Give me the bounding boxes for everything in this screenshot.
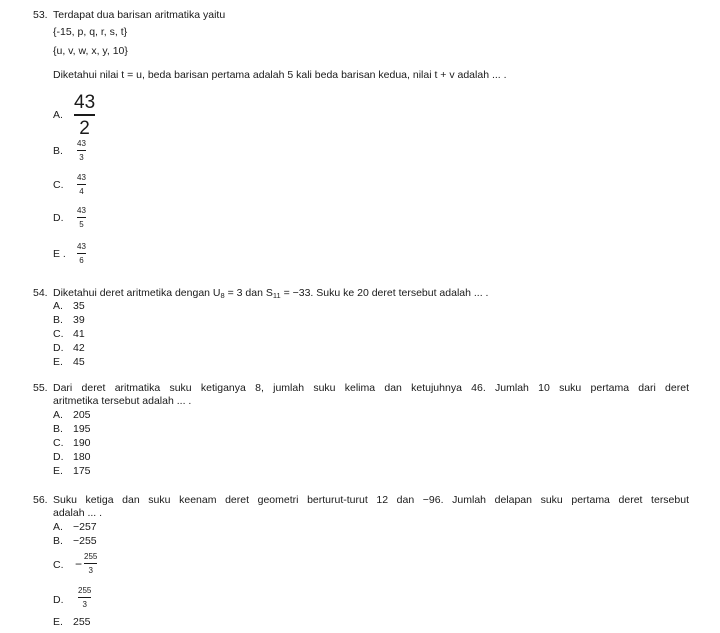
question-stem [53, 287, 488, 300]
option-label: D. [53, 451, 64, 463]
denominator: 6 [79, 256, 84, 265]
option-fraction [74, 93, 95, 138]
question-number: 56. [33, 494, 48, 506]
numerator: 43 [77, 206, 86, 215]
option-value: 42 [73, 342, 85, 354]
question-stem-continued: adalah ... . [53, 507, 103, 519]
option-value: 255 [73, 616, 91, 628]
option-label: E . [53, 248, 66, 260]
numerator: 43 [77, 173, 86, 182]
fraction-bar [74, 114, 95, 116]
option-value: 175 [73, 465, 91, 477]
subscript: 11 [272, 291, 281, 300]
fraction-bar [77, 184, 86, 185]
option-label: E. [53, 616, 63, 628]
numerator: 255 [78, 586, 92, 595]
option-label: B. [53, 145, 63, 157]
question-stem: Suku ketiga dan suku keenam deret geometri berturut-turut 12 dan −96. Jumlah delapan suku pertama deret tersebut [53, 494, 689, 506]
question-number: 55. [33, 382, 48, 394]
question-stem: Terdapat dua barisan aritmatika yaitu [53, 9, 226, 21]
denominator: 4 [79, 187, 84, 196]
option-label: C. [53, 328, 64, 340]
numerator: 43 [74, 92, 96, 113]
option-value: −255 [73, 535, 97, 547]
option-label: A. [53, 109, 63, 121]
option-label: D. [53, 342, 64, 354]
question-stem: Dari deret aritmatika suku ketiganya 8, jumlah suku kelima dan ketujuhnya 46. Jumlah 10 suku pertama dari deret [53, 382, 689, 394]
option-label: D. [53, 594, 64, 606]
numerator: 43 [77, 242, 86, 251]
option-fraction [77, 207, 86, 229]
option-value: 35 [73, 300, 85, 312]
question-text: Diketahui nilai t = u, beda barisan pertama adalah 5 kali beda barisan kedua, nilai t + v adalah ... . [53, 69, 507, 81]
stem-part: = −33. Suku ke 20 deret tersebut adalah ... . [280, 287, 489, 299]
question-number: 54. [33, 287, 48, 299]
option-label: A. [53, 409, 63, 421]
option-fraction [77, 243, 86, 265]
option-value: −257 [73, 521, 97, 533]
fraction-bar [77, 217, 86, 218]
option-label: C. [53, 437, 64, 449]
subscript: 8 [220, 291, 225, 300]
option-fraction [77, 140, 86, 162]
stem-part: = 3 dan S [224, 287, 273, 299]
fraction-bar [77, 150, 86, 151]
option-fraction [84, 553, 97, 575]
option-fraction [77, 174, 86, 196]
minus-sign: − [75, 557, 83, 571]
option-label: A. [53, 300, 63, 312]
fraction-bar [84, 563, 97, 564]
stem-part: Diketahui deret aritmetika dengan U [53, 287, 221, 299]
option-value: 195 [73, 423, 91, 435]
option-label: B. [53, 314, 63, 326]
numerator: 255 [84, 552, 98, 561]
option-label: C. [53, 559, 64, 571]
fraction-bar [78, 597, 91, 598]
option-label: C. [53, 179, 64, 191]
option-value: 190 [73, 437, 91, 449]
denominator: 2 [79, 118, 90, 139]
option-value: 205 [73, 409, 91, 421]
denominator: 3 [82, 600, 87, 609]
option-label: A. [53, 521, 63, 533]
option-value: 45 [73, 356, 85, 368]
denominator: 3 [79, 153, 84, 162]
denominator: 5 [79, 220, 84, 229]
option-label: E. [53, 356, 63, 368]
option-value: 41 [73, 328, 85, 340]
numerator: 43 [77, 139, 86, 148]
option-fraction [78, 587, 91, 609]
sequence-first: {-15, p, q, r, s, t} [53, 26, 128, 38]
question-stem-continued: aritmetika tersebut adalah ... . [53, 395, 192, 407]
sequence-second: {u, v, w, x, y, 10} [53, 45, 128, 57]
option-value: 180 [73, 451, 91, 463]
fraction-bar [77, 253, 86, 254]
question-number: 53. [33, 9, 48, 21]
option-label: D. [53, 212, 64, 224]
option-label: B. [53, 535, 63, 547]
option-label: E. [53, 465, 63, 477]
option-label: B. [53, 423, 63, 435]
option-value: 39 [73, 314, 85, 326]
denominator: 3 [88, 566, 93, 575]
